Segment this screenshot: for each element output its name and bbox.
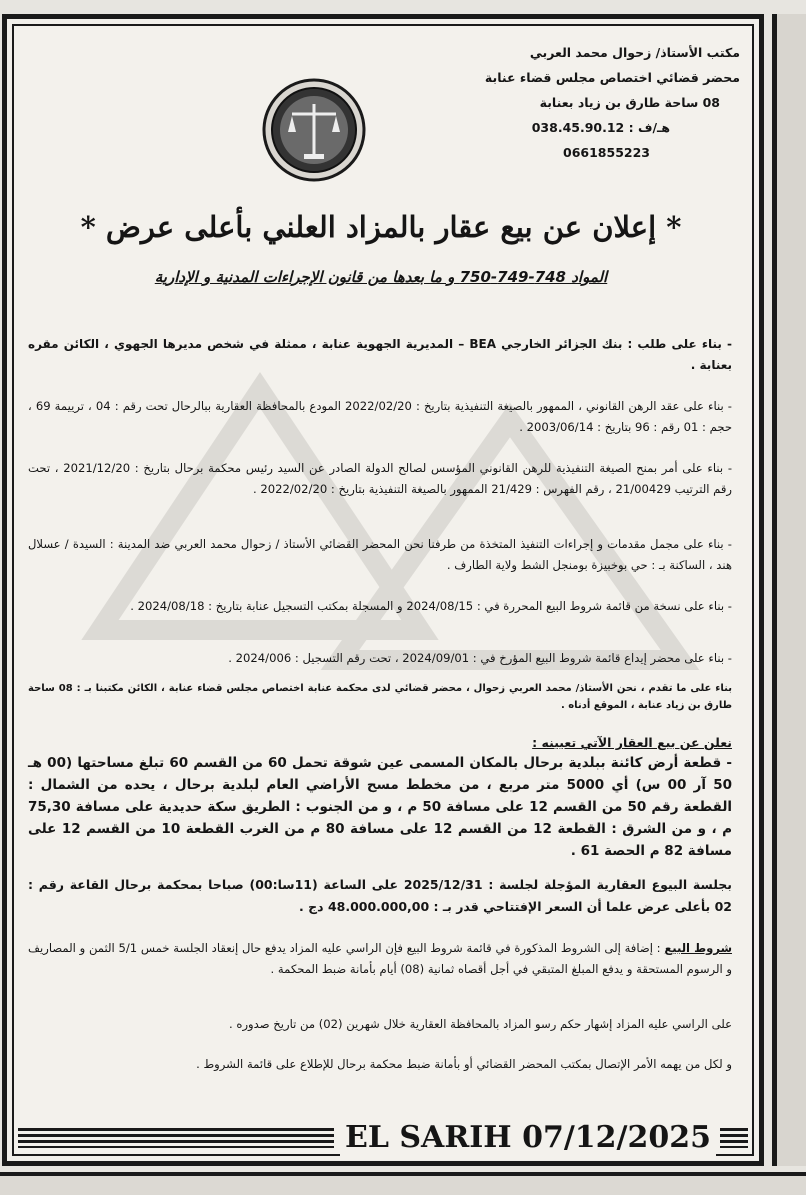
adjacent-column-edge [772, 14, 806, 1166]
paragraph-deposit-record: - بناء على محضر إيداع قائمة شروط البيع المؤرخ في : 2024/09/01 ، تحت رقم التسجيل : 2024/006 . [228, 651, 732, 665]
paragraph-bailiff-statement: بناء على ما تقدم ، نحن الأستاذ/ محمد العربي زحوال ، محضر قضائي لدى محكمة عنابة اختصاص مجلس قضاء عنابة ، الكائن مكتبنا بـ : 08 ساحة طارق بن زياد عنابة ، الموقع أدناه . [28, 683, 732, 711]
paragraph-request: - بناء على طلب : بنك الجزائر الخارجي BEA – المديرية الجهوية عنابة ، ممثلة في شخص مديرها الجهوي ، الكائن مقره بعنابة . [28, 337, 732, 372]
contact-notice: و لكل من يهمه الأمر الإتصال بمكتب المحضر القضائي أو بأمانة ضبط محكمة برحال للإطلاع على قائمة الشروط . [196, 1057, 732, 1071]
announcement-subtitle: المواد 748-749-750 و ما بعدها من قانون الإجراءات المدنية و الإدارية [154, 268, 608, 286]
paragraph-mortgage-deed: - بناء على عقد الرهن القانوني ، الممهور بالصيغة التنفيذية بتاريخ : 2022/02/20 المودع بالمحافظة العقارية ببالرحال تحت رقم : 04 ، ترييمة 69 ، حجم : 01 رقم : 96 بتاريخ : 2003/06/14 . [28, 399, 732, 434]
footer-rule-left [18, 1128, 334, 1148]
paragraph-enforcement-steps: - بناء على مجمل مقدمات و إجراءات التنفيذ المتخذة من طرفنا نحن المحضر القضائي الأستاذ / زحوال محمد العربي ضد المدينة : السيدة / عسلال هند ، الساكنة بـ : حي بوخبيزة بومنجل الشط ولاية الطارف . [28, 537, 732, 572]
publication-obligation: على الراسي عليه المزاد إشهار حكم رسو المزاد بالمحافظة العقارية خلال شهرين (02) من تاريخ صدوره . [229, 1017, 732, 1031]
sale-conditions [28, 938, 732, 980]
paragraph-enforcement-order: - بناء على أمر بمنح الصيغة التنفيذية للرهن القانوني المؤسس لصالح الدولة الصادر عن السيد رئيس محكمة برحال بتاريخ : 2021/12/20 ، تحت رقم الترتيب 21/00429 ، رقم الفهرس : 21/429 الممهور بالصيغة التنفيذية بتاريخ : 2022/02/20 . [28, 461, 732, 496]
bailiff-phone-fax: هـ/ف : 038.45.90.12 [531, 120, 670, 135]
bailiff-address: 08 ساحة طارق بن زياد بعنابة [539, 95, 720, 110]
bailiff-header [380, 40, 740, 165]
property-heading: نعلن عن بيع العقار الآتي تعيينه : [532, 735, 732, 750]
bailiff-mobile: 0661855223 [563, 145, 650, 160]
auction-session-details: بجلسة البيوع العقارية المؤجلة لجلسة : 2025/12/31 على الساعة (11سا:00) صباحا بمحكمة برحال القاعة رقم : 02 بأعلى عرض علما أن السعر الإفتتاحي قدر بـ : 48.000.000,00 دج . [28, 877, 732, 914]
court-seal-scales-icon [260, 76, 368, 184]
adjacent-ad-edge [0, 1172, 806, 1195]
bailiff-office-name: مكتب الأستاذ/ زحوال محمد العربي [529, 45, 740, 60]
sale-conditions-text: : إضافة إلى الشروط المذكورة في قائمة شروط البيع فإن الراسي عليه المزاد يدفع حال إنعقاد الجلسة خمس 5/1 الثمن و المصاريف و الرسوم المستحقة و يدفع المبلغ المتبقي في أجل أقصاه ثمانية (08) أيام بأمانة ضبط المحكمة . [28, 941, 732, 976]
publication-footer: EL SARIH 07/12/2025 [340, 1116, 716, 1160]
property-description: - قطعة أرض كائنة ببلدية برحال بالمكان المسمى عين شوقة تحمل 60 من القسم 60 تبلغ مساحتها (00 هـ 50 آر 00 س) أي 5000 متر مربع ، من مخطط مسح الأراضي العام لبلدية برحال ، يحده من الشمال : القطعة رقم 50 من القسم 12 على مسافة 50 م ، و من الجنوب : الطريق سكة حديدية على مسافة 75,30 م ، و من الشرق : القطعة 12 من القسم 12 على مسافة 80 م من الغرب القطعة 10 من القسم 12 على مسافة 82 م الحصة 61 . [28, 755, 733, 859]
announcement-title: * إعلان عن بيع عقار بالمزاد العلني بأعلى عرض * [80, 210, 682, 244]
announcement-page [22, 34, 740, 1144]
footer-rule-right [720, 1128, 748, 1148]
sale-conditions-label: شروط البيع [664, 941, 732, 955]
paragraph-conditions-copy: - بناء على نسخة من قائمة شروط البيع المحررة في : 2024/08/15 و المسجلة بمكتب التسجيل عنابة بتاريخ : 2024/08/18 . [130, 599, 732, 613]
bailiff-jurisdiction: محضر قضائي اختصاص مجلس قضاء عنابة [484, 70, 740, 85]
